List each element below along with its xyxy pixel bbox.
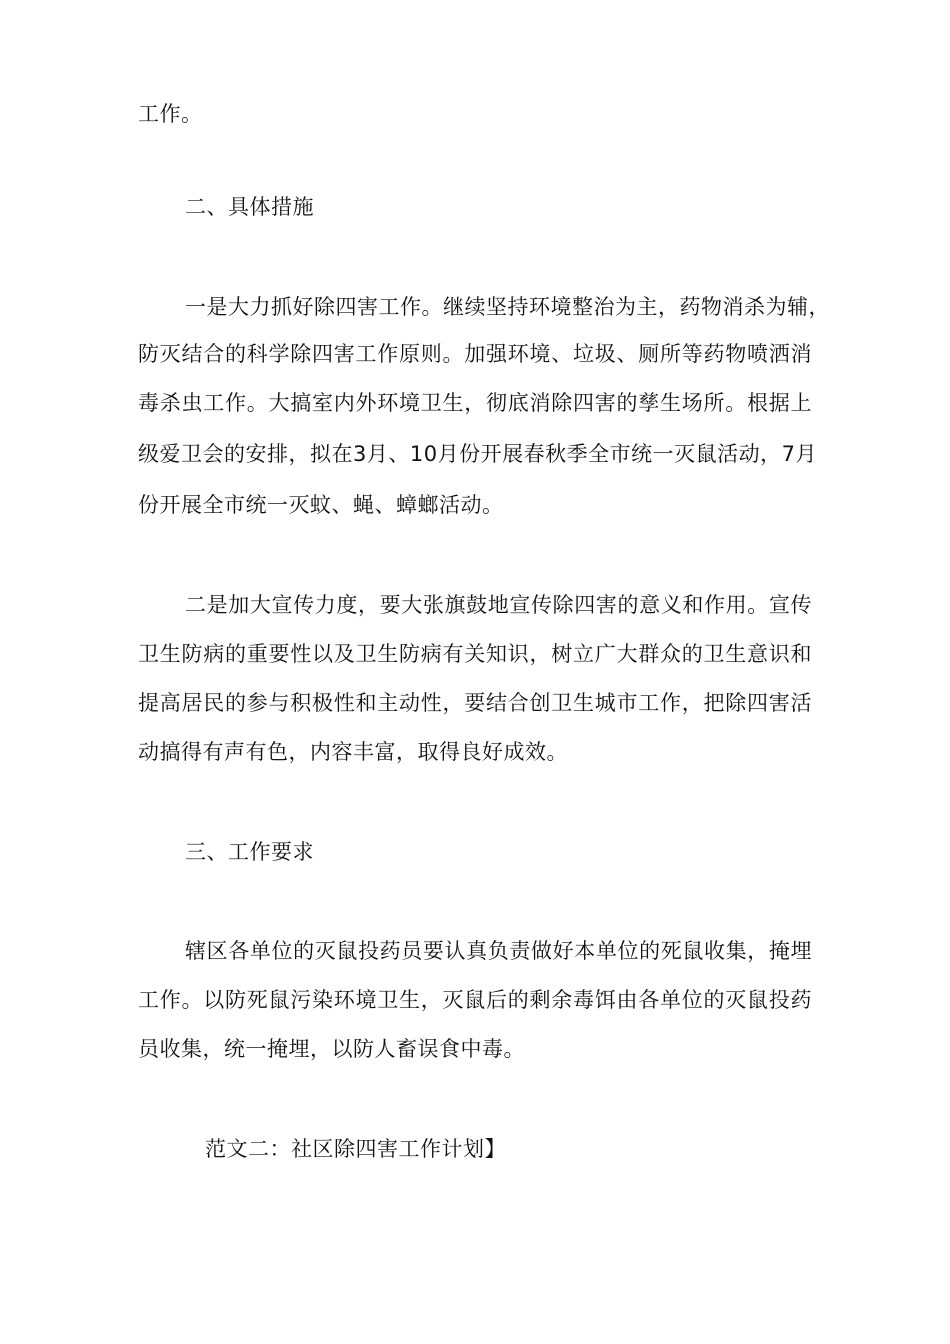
paragraph-line: 卫生防病的重要性以及卫生防病有关知识，树立广大群众的卫生意识和 xyxy=(138,642,812,666)
section-heading: 三、工作要求 xyxy=(185,840,314,864)
section-title: 范文二：社区除四害工作计划】 xyxy=(205,1137,506,1161)
section-heading: 二、具体措施 xyxy=(185,195,314,219)
paragraph-line: 动搞得有声有色，内容丰富，取得良好成效。 xyxy=(138,740,568,764)
paragraph-line: 一是大力抓好除四害工作。继续坚持环境整治为主，药物消杀为辅， xyxy=(185,295,830,319)
paragraph-line: 级爱卫会的安排，拟在3月、10月份开展春秋季全市统一灭鼠活动，7月 xyxy=(138,442,817,466)
paragraph-line: 毒杀虫工作。大搞室内外环境卫生，彻底消除四害的孳生场所。根据上 xyxy=(138,391,812,415)
paragraph-line: 提高居民的参与积极性和主动性，要结合创卫生城市工作，把除四害活 xyxy=(138,691,812,715)
paragraph-line: 二是加大宣传力度，要大张旗鼓地宣传除四害的意义和作用。宣传 xyxy=(185,593,812,617)
paragraph-line: 辖区各单位的灭鼠投药员要认真负责做好本单位的死鼠收集，掩埋 xyxy=(185,939,812,963)
paragraph-line: 工作。 xyxy=(138,102,203,126)
paragraph-line: 工作。以防死鼠污染环境卫生，灭鼠后的剩余毒饵由各单位的灭鼠投药 xyxy=(138,988,812,1012)
paragraph-line: 防灭结合的科学除四害工作原则。加强环境、垃圾、厕所等药物喷洒消 xyxy=(138,342,812,366)
paragraph-line: 份开展全市统一灭蚊、蝇、蟑螂活动。 xyxy=(138,493,504,517)
paragraph-line: 员收集，统一掩埋，以防人畜误食中毒。 xyxy=(138,1037,525,1061)
